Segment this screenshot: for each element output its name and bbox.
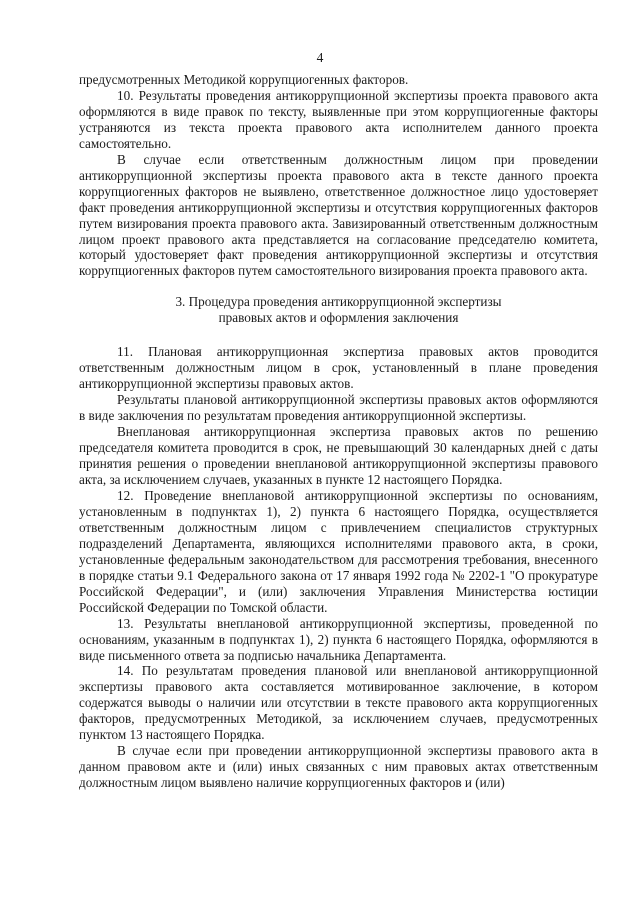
paragraph: 10. Результаты проведения антикоррупционной экспертизы проекта правового акта оформляются в виде правок по тексту, выявленные при этом коррупциогенные факторы устраняются из текста проекта правового акта исполнителем данного проекта самостоятельно.: [79, 87, 598, 151]
section-heading-line: 3. Процедура проведения антикоррупционной экспертизы: [175, 294, 502, 310]
paragraph: 13. Результаты внеплановой антикоррупционной экспертизы, проведенной по основаниям, указанным в подпунктах 1), 2) пункта 6 настоящего Порядка, оформляются в виде письменного ответа за подписью начальника Департамента.: [79, 615, 598, 663]
paragraph: 11. Плановая антикоррупционная экспертиза правовых актов проводится ответственным должностным лицом в срок, установленный в плане проведения антикоррупционной экспертизы правовых актов.: [79, 344, 598, 392]
paragraph: Результаты плановой антикоррупционной экспертизы правовых актов оформляются в виде заключения по результатам проведения антикоррупционной экспертизы.: [79, 392, 598, 424]
section-heading: [79, 294, 598, 326]
paragraph: Внеплановая антикоррупционная экспертиза правовых актов по решению председателя комитета проводится в срок, не превышающий 30 календарных дней с даты принятия решения о проведении внеплановой антикоррупционной экспертизы правового акта, за исключением случаев, указанных в пункте 12 настоящего Порядка.: [79, 424, 598, 488]
section-heading-line: правовых актов и оформления заключения: [218, 310, 459, 326]
paragraph: 12. Проведение внеплановой антикоррупционной экспертизы по основаниям, установленным в подпунктах 1), 2) пункта 6 настоящего Порядка, осуществляется ответственным должностным лицом с привлечением специалистов структурных подразделений Департамента, являющихся исполнителями правового акта, в сроки, установленные федеральным законодательством для рассмотрения требования, внесенного в порядке статьи 9.1 Федерального закона от 17 января 1992 года № 2202-1 "О прокуратуре Российской Федерации", и (или) заключения Управления Министерства юстиции Российской Федерации по Томской области.: [79, 487, 598, 615]
paragraph: 14. По результатам проведения плановой или внеплановой антикоррупционной экспертизы правового акта составляется мотивированное заключение, в котором содержатся выводы о наличии или отсутствии в тексте правового акта коррупциогенных факторов, предусмотренных Методикой, за исключением случаев, предусмотренных пунктом 13 настоящего Порядка.: [79, 663, 598, 743]
document-body: [79, 72, 598, 791]
paragraph: В случае если при проведении антикоррупционной экспертизы правового акта в данном правовом акте и (или) иных связанных с ним правовых актах ответственным должностным лицом выявлено наличие коррупциогенных факторов и (или): [79, 743, 598, 791]
paragraph: предусмотренных Методикой коррупциогенных факторов.: [79, 72, 409, 87]
page-number: 4: [316, 50, 324, 65]
paragraph: В случае если ответственным должностным лицом при проведении антикоррупционной экспертизы проекта правового акта в тексте данного проекта коррупциогенных факторов не выявлено, ответственное должностное лицо удостоверяет факт проведения антикоррупционной экспертизы и отсутствия коррупциогенных факторов путем визирования проекта правового акта. Завизированный ответственным должностным лицом проект правового акта представляется на согласование председателю комитета, который удостоверяет факт проведения антикоррупционной экспертизы и отсутствия коррупциогенных факторов путем самостоятельного визирования проекта правового акта.: [79, 151, 598, 279]
